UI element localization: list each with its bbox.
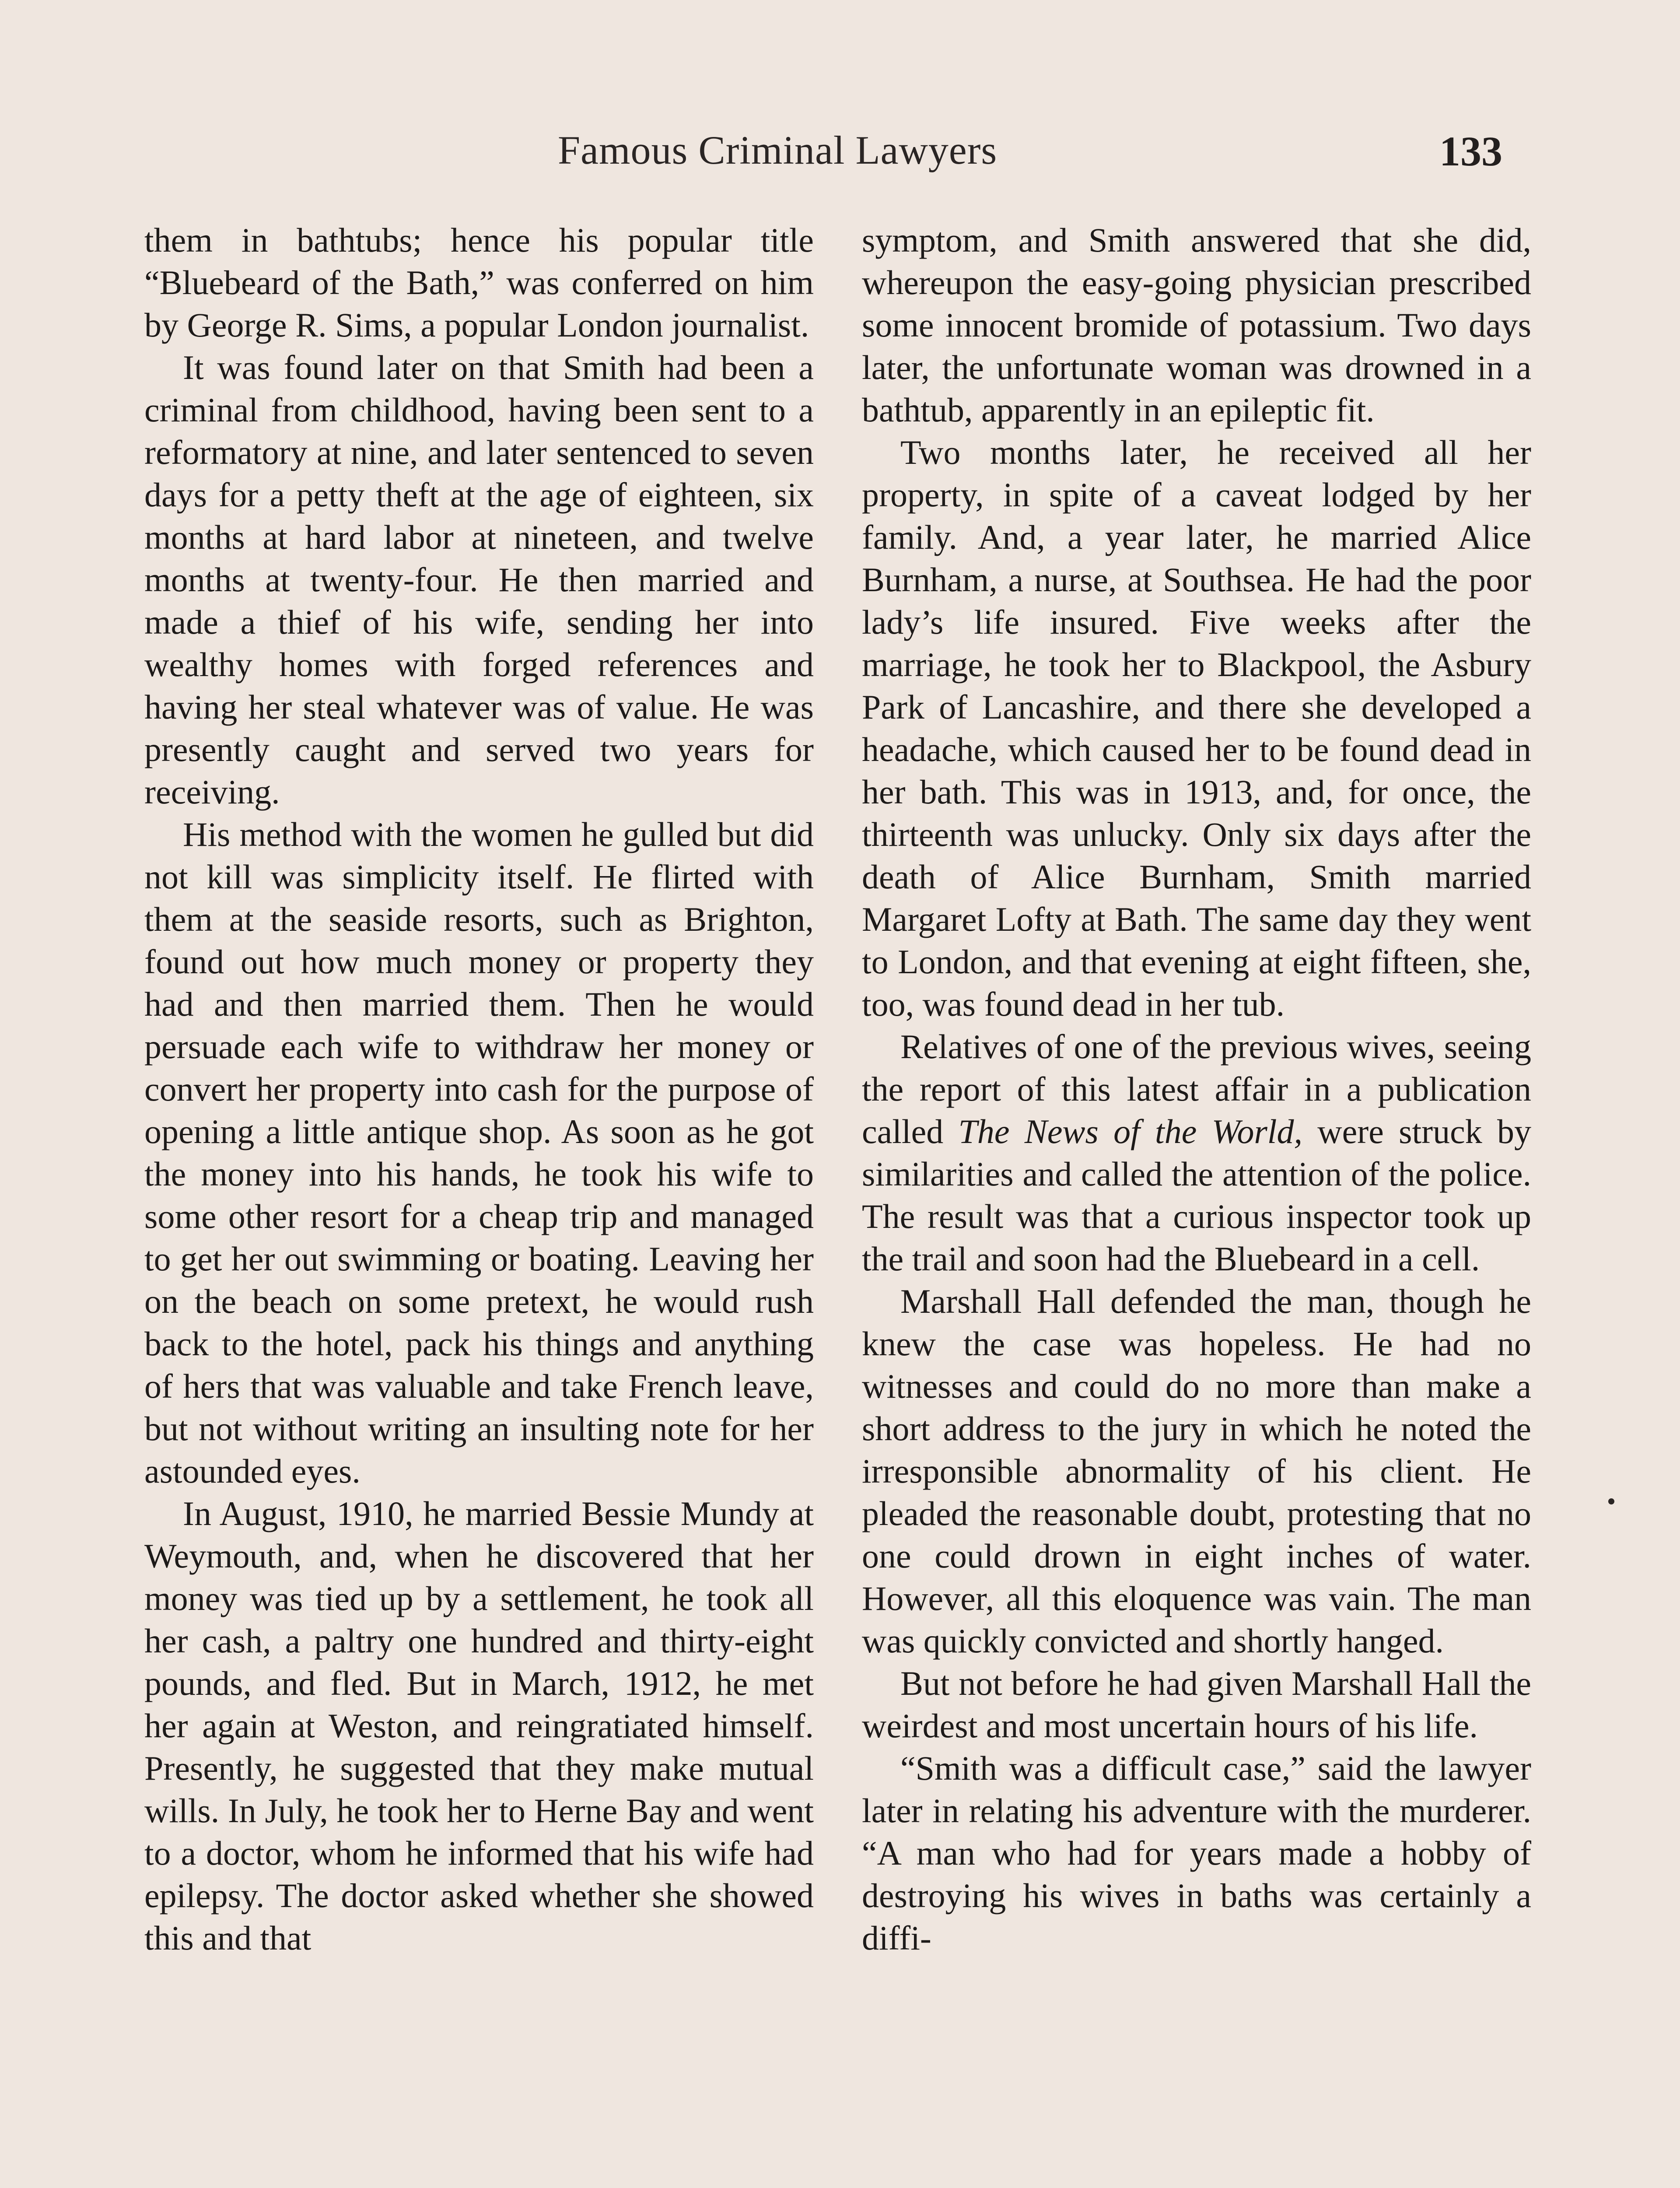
- paragraph-text: Marshall Hall defended the man, though he knew the case was hopeless. He had no witnesses and could do no more than make a short address to the jury in which he noted the irresponsible abnormality of his client. He pleaded the reasonable doubt, protesting that no one could drown in eight inches of water. However, all this eloquence was vain. The man was quickly convicted and shortly hanged.: [862, 1282, 1531, 1660]
- running-title: Famous Criminal Lawyers: [558, 128, 998, 172]
- paragraph-text: Relatives of one of the previous wives, seeing the report of this latest affair in a publication called: [862, 1027, 1531, 1150]
- paragraph-text: were struck by similarities and called the attention of the police. The result was that a curious inspector took up the trail and soon had the Bluebeard in a cell.: [862, 1112, 1532, 1278]
- page-number: 133: [1439, 128, 1502, 175]
- right-column: [862, 219, 1531, 1959]
- paragraph-text: His method with the women he gulled but did not kill was simplicity itself. He flirted with them at the seaside resorts, such as Brighton, found out how much money or property they had and then married them. Then he would persuade each wife to withdraw her money or convert her property into cash for the purpose of opening a little antique shop. As soon as he got the money into his hands, he took his wife to some other resort for a cheap trip and managed to get her out swimming or boating. Leaving her on the beach on some pretext, he would rush back to the hotel, pack his things and anything of hers that was valuable and take French leave, but not without writing an insulting note for her astounded eyes.: [144, 815, 814, 1490]
- publication-title: The News of the World,: [958, 1112, 1302, 1150]
- left-column: [144, 219, 814, 1959]
- paragraph: [862, 1025, 1531, 1280]
- paragraph-text: “Smith was a difficult case,” said the lawyer later in relating his adventure with the murderer. “A man who had for years made a hobby of destroying his wives in baths was certainly a diffi-: [862, 1749, 1531, 1957]
- paragraph: [862, 1747, 1531, 1959]
- paragraph-text: Two months later, he received all her property, in spite of a caveat lodged by her family. And, a year later, he married Alice Burnham, a nurse, at Southsea. He had the poor lady’s life insured. Five weeks after the marriage, he took her to Blackpool, the Asbury Park of Lancashire, and there she developed a headache, which caused her to be found dead in her bath. This was in 1913, and, for once, the thirteenth was unlucky. Only six days after the death of Alice Burnham, Smith married Margaret Lofty at Bath. The same day they went to London, and that evening at eight fifteen, she, too, was found dead in her tub.: [862, 433, 1531, 1023]
- paragraph: [144, 1492, 814, 1959]
- paragraph: [144, 219, 814, 346]
- ink-speck: [1608, 1498, 1614, 1504]
- paragraph: [144, 346, 814, 813]
- paragraph: [862, 1280, 1531, 1662]
- paragraph: [862, 219, 1531, 431]
- paragraph: [144, 813, 814, 1492]
- paragraph-text: It was found later on that Smith had been a criminal from childhood, having been sent to a reformatory at nine, and later sentenced to seven days for a petty theft at the age of eighteen, six months at hard labor at nineteen, and twelve months at twenty-four. He then married and made a thief of his wife, sending her into wealthy homes with forged references and having her steal whatever was of value. He was presently caught and served two years for receiving.: [144, 348, 814, 811]
- paragraph-text: them in bathtubs; hence his popular title “Bluebeard of the Bath,” was conferred on him by George R. Sims, a popular London journalist.: [144, 221, 814, 344]
- paragraph-text: In August, 1910, he married Bessie Mundy at Weymouth, and, when he discovered that her money was tied up by a settlement, he took all her cash, a paltry one hundred and thirty-eight pounds, and fled. But in March, 1912, he met her again at Weston, and reingratiated himself. Presently, he suggested that they make mutual wills. In July, he took her to Herne Bay and went to a doctor, whom he informed that his wife had epilepsy. The doctor asked whether she showed this and that: [144, 1494, 814, 1957]
- paragraph-text: symptom, and Smith answered that she did, whereupon the easy-going physician prescribed some innocent bromide of potassium. Two days later, the unfortunate woman was drowned in a bathtub, apparently in an epileptic fit.: [862, 221, 1531, 429]
- paragraph: [862, 431, 1531, 1025]
- page-header: [0, 127, 1680, 188]
- paragraph: [862, 1662, 1531, 1747]
- paragraph-text: But not before he had given Marshall Hall the weirdest and most uncertain hours of his life.: [862, 1664, 1531, 1745]
